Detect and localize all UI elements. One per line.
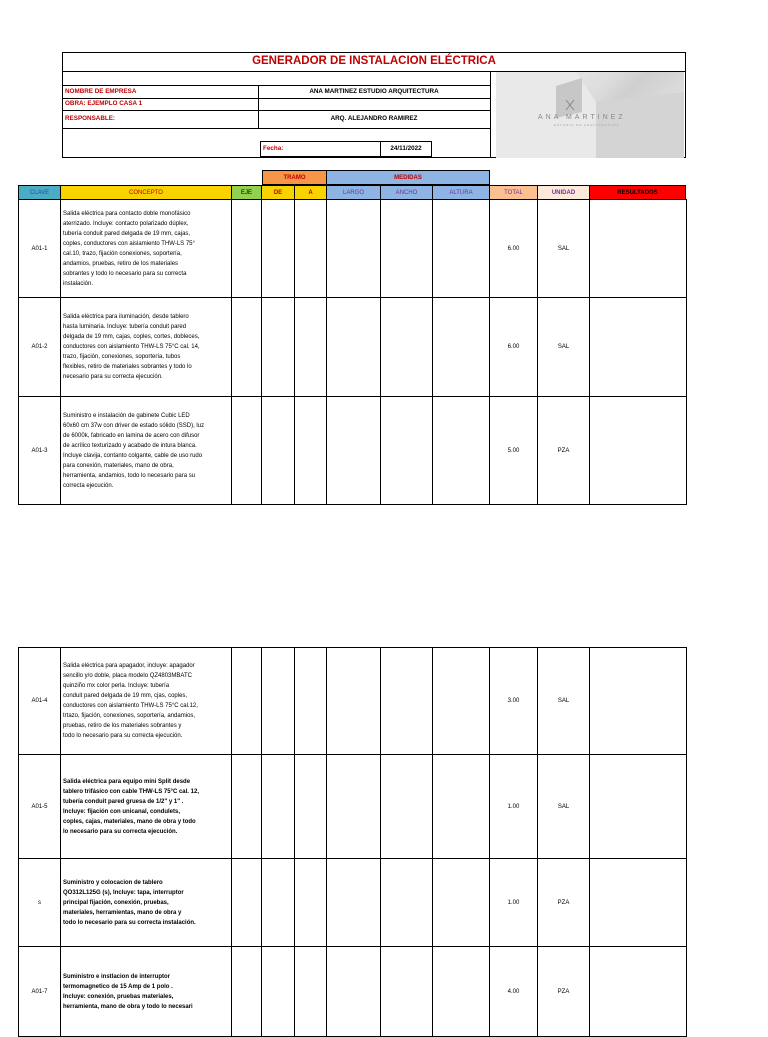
de-cell[interactable] [262,397,295,505]
total-header: TOTAL [489,185,538,200]
de-cell[interactable] [262,947,295,1037]
unidad-cell: SAL [538,200,590,298]
ancho-cell[interactable] [381,200,433,298]
clave-cell: A01-2 [19,298,61,397]
fecha-label: Fecha: [263,145,284,152]
table-row [19,200,687,298]
resultados-header: RESULTADOS [589,185,686,200]
unidad-cell: SAL [538,298,590,397]
altura-cell[interactable] [433,200,490,298]
responsable-label: RESPONSABLE: [65,115,116,122]
ancho-cell[interactable] [381,648,433,755]
concepto-cell: Suministro e instalación de gabinete Cubic LED 60x60 cm 37w con driver de estado sólido (SSD), luz de 6000k, fabricado en lamina de acero con difusor de acrílico texturizado y acabado de intura blanca. Incluye clavija, contanto colgante, cable de uso rudo para conexión, materiales, mano de obra, herramienta, andamios, todo lo necesario para su correcta ejecución. [61,397,232,505]
largo-cell[interactable] [327,947,381,1037]
eje-cell[interactable] [232,859,262,947]
de-cell[interactable] [262,200,295,298]
total-cell: 1.00 [490,859,538,947]
concepto-cell: Suministro e instlacion de interruptor termomagnetico de 15 Amp de 1 polo . Incluye: conexión, pruebas materiales, herramienta, mano de obra y todo lo necesari [61,947,232,1037]
empresa-label: NOMBRE DE EMPRESA [65,88,137,95]
de-cell[interactable] [262,648,295,755]
eje-cell[interactable] [232,755,262,859]
largo-cell[interactable] [327,200,381,298]
company-logo-image [496,72,684,158]
medidas-header: MEDIDAS [326,170,490,185]
table-row [19,397,687,505]
ancho-cell[interactable] [381,397,433,505]
concepto-cell: Salida eléctrica para iluminación, desde tablero hasta luminaria. Incluye: tubería conduit pared delgada de 19 mm, cajas, coples, cortes, dobleces, conductores con aislamiento THW-LS 75°C cal. 14, trazo, fijación, conexiones, soportería, tubos flexibles, retiro de materiales sobrantes y todo lo necesario para su correcta ejecución. [61,298,232,397]
responsable-value: ARQ. ALEJANDRO RAMIREZ [330,115,418,122]
a-cell[interactable] [295,859,327,947]
total-cell: 6.00 [490,200,538,298]
de-cell[interactable] [262,298,295,397]
a-cell[interactable] [295,200,327,298]
total-cell: 4.00 [490,947,538,1037]
eje-cell[interactable] [232,298,262,397]
table-2 [18,647,687,1037]
table-row [19,755,687,859]
resultados-cell[interactable] [590,397,687,505]
clave-cell: A01-4 [19,648,61,755]
ancho-cell[interactable] [381,755,433,859]
unidad-header: UNIDAD [537,185,590,200]
largo-header: LARGO [326,185,381,200]
a-cell[interactable] [295,397,327,505]
de-cell[interactable] [262,755,295,859]
resultados-cell[interactable] [590,755,687,859]
clave-cell: s [19,859,61,947]
tramo-header: TRAMO [262,170,327,185]
table-1-body [19,200,687,505]
concepto-cell: Salida eléctrica para apagador, incluye: apagador sencillo y/o doble, placa modelo QZ4803MBATC quinziño mx color perla. Incluye: tubería conduit pared delgada de 19 mm, cjas, coples, conductores con aislamiento THW-LS 75°C cal.12, trtazo, fijación, conexiones, soportería, andamios, pruebas, retiro de los materiales sobrantes y todo lo necesario para su correcta ejecución. [61,648,232,755]
concepto-cell: Suministro y colocacion de tablero QO312L125G (s), Incluye: tapa, interruptor principal fijación, conexión, pruebas, materiales, herramientas, mano de obra y todo lo necesario para su correcta instalación. [61,859,232,947]
largo-cell[interactable] [327,859,381,947]
a-cell[interactable] [295,298,327,397]
altura-cell[interactable] [433,859,490,947]
de-cell[interactable] [262,859,295,947]
altura-cell[interactable] [433,648,490,755]
clave-cell: A01-7 [19,947,61,1037]
row-divider [62,128,490,129]
table-row [19,648,687,755]
eje-cell[interactable] [232,397,262,505]
resultados-cell[interactable] [590,648,687,755]
largo-cell[interactable] [327,397,381,505]
a-header: A [294,185,327,200]
de-header: DE [261,185,295,200]
empresa-value: ANA MARTINEZ ESTUDIO ARQUITECTURA [309,88,439,95]
largo-cell[interactable] [327,755,381,859]
eje-cell[interactable] [232,648,262,755]
altura-cell[interactable] [433,755,490,859]
unidad-cell: PZA [538,947,590,1037]
total-cell: 6.00 [490,298,538,397]
concepto-header: CONCEPTO [60,185,232,200]
page-title: GENERADOR DE INSTALACION ELÉCTRICA [252,55,496,67]
table-row [19,947,687,1037]
largo-cell[interactable] [327,298,381,397]
logo-divider [490,71,491,158]
eje-cell[interactable] [232,947,262,1037]
total-cell: 1.00 [490,755,538,859]
resultados-cell[interactable] [590,947,687,1037]
altura-cell[interactable] [433,298,490,397]
resultados-cell[interactable] [590,859,687,947]
unidad-cell: SAL [538,648,590,755]
ancho-cell[interactable] [381,298,433,397]
largo-cell[interactable] [327,648,381,755]
row-divider [62,85,490,86]
clave-header: CLAVE [18,185,61,200]
clave-cell: A01-3 [19,397,61,505]
a-cell[interactable] [295,947,327,1037]
eje-header: EJE [231,185,262,200]
ancho-header: ANCHO [380,185,433,200]
fecha-value: 24/11/2022 [390,145,422,152]
total-cell: 5.00 [490,397,538,505]
total-cell: 3.00 [490,648,538,755]
eje-cell[interactable] [232,200,262,298]
clave-cell: A01-1 [19,200,61,298]
altura-header: ALTURA [432,185,490,200]
a-cell[interactable] [295,648,327,755]
row-divider [62,110,490,111]
clave-cell: A01-5 [19,755,61,859]
a-cell[interactable] [295,755,327,859]
obra-label: OBRA: EJEMPLO CASA 1 [65,100,143,107]
altura-cell[interactable] [433,947,490,1037]
table-2-body [19,648,687,1037]
unidad-cell: SAL [538,755,590,859]
table-row [19,298,687,397]
logo-subtext: ESTUDIO DE ARQUITECTURA [554,123,620,127]
table-1 [18,199,687,505]
concepto-cell: Salida eléctrica para equipo mini Split desde tablero trifásico con cable THW-LS 75°C cal. 12, tubería conduit pared gruesa de 1/2" y 1" . Incluye: fijación con unicanal, condulets, coples, cajas, materiales, mano de obra y todo lo necesario para su correcta ejecución. [61,755,232,859]
resultados-cell[interactable] [590,298,687,397]
resultados-cell[interactable] [590,200,687,298]
ancho-cell[interactable] [381,947,433,1037]
table-row [19,859,687,947]
ancho-cell[interactable] [381,859,433,947]
unidad-cell: PZA [538,859,590,947]
unidad-cell: PZA [538,397,590,505]
concepto-cell: Salida eléctrica para contacto doble monofásico aterrizado. Incluye: contacto polarizado dúplex, tubería conduit pared delgada de 19 mm, cajas, coples, conductores con aislamiento THW-LS 75° cal.10, trazo, fijación conexiones, soportería, andamios, pruebas, retiro de los materiales sobrantes y todo lo necesario para su correcta instalación. [61,200,232,298]
altura-cell[interactable] [433,397,490,505]
logo-text: ANA MARTINEZ [538,114,626,121]
